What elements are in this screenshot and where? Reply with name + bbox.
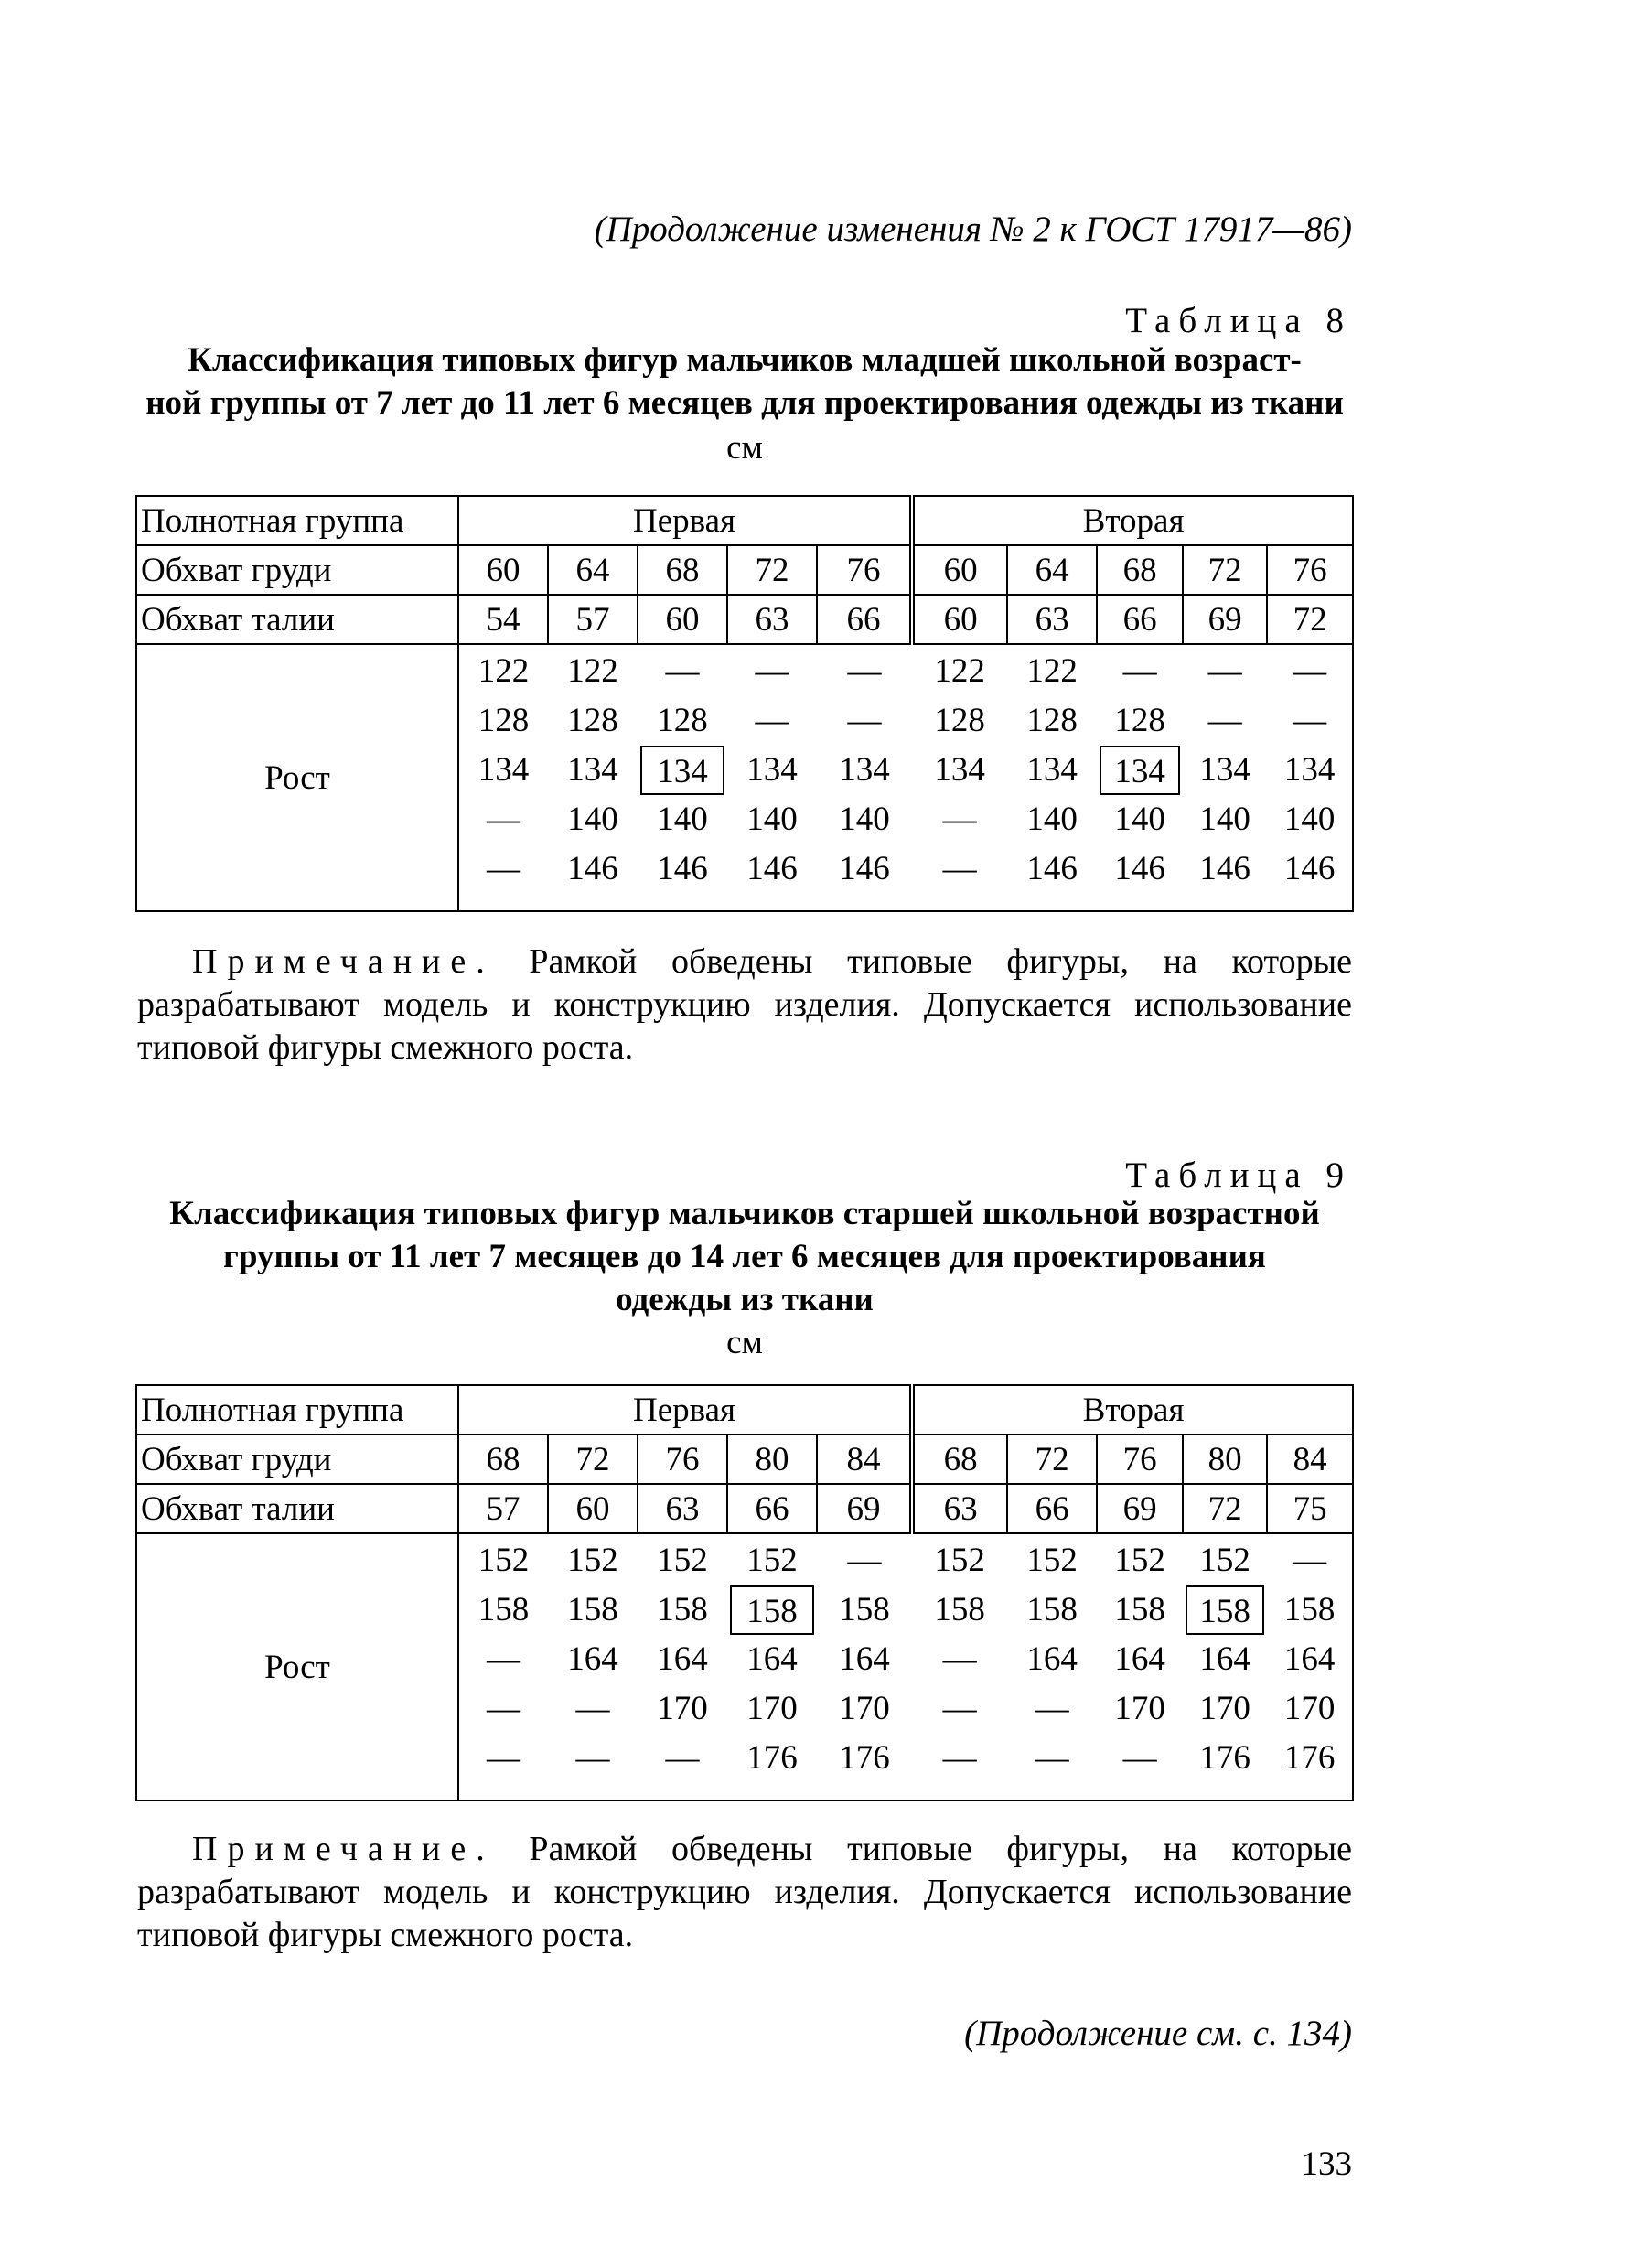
table9-height-col xyxy=(1267,1533,1353,1800)
height-value: 158 xyxy=(657,1591,708,1628)
table9-label: Таблица 9 xyxy=(1125,1155,1352,1195)
note-prefix: Примечание. xyxy=(192,942,495,981)
height-value: 140 xyxy=(657,801,708,838)
height-value: 146 xyxy=(746,850,798,887)
height-value: — xyxy=(665,1739,700,1777)
height-value: — xyxy=(847,702,882,739)
height-value: 164 xyxy=(567,1640,618,1678)
height-value: — xyxy=(942,1690,977,1727)
height-value: 146 xyxy=(839,850,890,887)
height-values xyxy=(912,645,1007,894)
table-cell: 60 xyxy=(458,545,548,595)
height-value: 140 xyxy=(839,801,890,838)
table-cell: 66 xyxy=(727,1484,817,1533)
table8-group-first: Первая xyxy=(458,496,912,545)
height-value: 134 xyxy=(567,751,618,789)
height-value: — xyxy=(942,801,977,838)
table8-title-line1: Классификация типовых фигур мальчиков младшей школьной возраст- xyxy=(188,341,1302,379)
note-prefix: Примечание. xyxy=(192,1830,495,1868)
height-value: 140 xyxy=(1283,801,1336,838)
table-cell: 66 xyxy=(1007,1484,1097,1533)
table-cell: 72 xyxy=(1267,595,1353,644)
table-cell: 76 xyxy=(1097,1435,1183,1484)
table9-height-col xyxy=(638,1533,727,1800)
height-value: 176 xyxy=(746,1739,798,1777)
table-cell: 63 xyxy=(912,1484,1007,1533)
continuation-footer: (Продолжение см. с. 134) xyxy=(964,2014,1352,2053)
height-value: 152 xyxy=(746,1542,798,1579)
height-value: — xyxy=(1035,1690,1069,1727)
height-value: 164 xyxy=(1114,1640,1165,1678)
height-value: 152 xyxy=(1026,1542,1078,1579)
height-values xyxy=(459,1534,548,1783)
table9-grid xyxy=(135,1384,1354,1801)
table9-title-line2: группы от 11 лет 7 месяцев до 14 лет 6 месяцев для проектирования xyxy=(223,1238,1266,1275)
height-value: 158 xyxy=(730,1585,814,1635)
height-value: 146 xyxy=(657,850,708,887)
height-values xyxy=(727,645,817,894)
table9-height-row xyxy=(136,1533,1353,1800)
height-value: — xyxy=(487,1739,520,1777)
height-value: 164 xyxy=(1283,1640,1336,1678)
height-value: — xyxy=(942,850,977,887)
height-value: 128 xyxy=(934,702,985,739)
table-cell: 68 xyxy=(458,1435,548,1484)
table8-height-col xyxy=(1267,644,1353,911)
height-value: 158 xyxy=(1026,1591,1078,1628)
height-value: 158 xyxy=(477,1591,530,1628)
table9-chest-row xyxy=(136,1435,1353,1484)
height-value: — xyxy=(575,1690,610,1727)
height-value: 158 xyxy=(934,1591,985,1628)
table-cell: 75 xyxy=(1267,1484,1353,1533)
height-value: 134 xyxy=(746,751,798,789)
table-cell: 68 xyxy=(912,1435,1007,1484)
height-value: 140 xyxy=(1114,801,1165,838)
height-value: 140 xyxy=(1199,801,1250,838)
table-cell: 57 xyxy=(458,1484,548,1533)
table8-chest-row xyxy=(136,545,1353,595)
table8-height-col xyxy=(638,644,727,911)
table9-waist-row xyxy=(136,1484,1353,1533)
table-cell: 60 xyxy=(912,545,1007,595)
height-values xyxy=(638,645,727,894)
continuation-header: (Продолжение изменения № 2 к ГОСТ 17917—86) xyxy=(594,210,1352,249)
table8-waist-label: Обхват талии xyxy=(136,595,458,644)
height-values xyxy=(1097,645,1183,894)
height-value: 164 xyxy=(1199,1640,1250,1678)
table8-height-col xyxy=(1097,644,1183,911)
height-value: 146 xyxy=(1114,850,1165,887)
table-cell: 64 xyxy=(548,545,638,595)
table8-title-line2: ной группы от 7 лет до 11 лет 6 месяцев для проектирования одежды из ткани xyxy=(145,384,1344,422)
height-value: — xyxy=(487,1640,520,1678)
table9-group-first: Первая xyxy=(458,1385,912,1435)
height-values xyxy=(1267,645,1352,894)
height-values xyxy=(912,1534,1007,1783)
table9-waist-label: Обхват талии xyxy=(136,1484,458,1533)
table-cell: 54 xyxy=(458,595,548,644)
height-value: 122 xyxy=(934,652,985,690)
height-value: — xyxy=(847,652,882,690)
height-value: 152 xyxy=(657,1542,708,1579)
height-value: 140 xyxy=(1026,801,1078,838)
table-cell: 69 xyxy=(1183,595,1267,644)
height-values xyxy=(1097,1534,1183,1783)
note-text: Рамкой обведены типовые фигуры, на которые разрабатывают модель и конструкцию изделия. Допускается использование типовой фигуры смежного роста. xyxy=(137,1830,1352,1954)
height-value: 158 xyxy=(567,1591,618,1628)
height-value: — xyxy=(487,801,520,838)
table9-chest-label: Обхват груди xyxy=(136,1435,458,1484)
table8-height-row xyxy=(136,644,1353,911)
height-value: 164 xyxy=(839,1640,890,1678)
table-cell: 63 xyxy=(638,1484,727,1533)
height-value: 176 xyxy=(1199,1739,1250,1777)
table-cell: 66 xyxy=(817,595,912,644)
height-value: — xyxy=(1293,652,1327,690)
height-value: 134 xyxy=(934,751,985,789)
height-value: 128 xyxy=(657,702,708,739)
table8-height-col xyxy=(727,644,817,911)
height-value: — xyxy=(942,1739,977,1777)
page-number: 133 xyxy=(1301,2145,1352,2183)
table8-grid xyxy=(135,495,1354,912)
height-value: 122 xyxy=(477,652,530,690)
height-value: — xyxy=(1207,702,1242,739)
table9-group-label: Полнотная группа xyxy=(136,1385,458,1435)
table-cell: 63 xyxy=(727,595,817,644)
table8-waist-row xyxy=(136,595,1353,644)
height-value: 164 xyxy=(746,1640,798,1678)
height-value: 164 xyxy=(1026,1640,1078,1678)
table8-note xyxy=(137,941,1352,1070)
height-value: 134 xyxy=(1199,751,1250,789)
height-value: 134 xyxy=(477,751,530,789)
table-cell: 63 xyxy=(1007,595,1097,644)
table-cell: 80 xyxy=(727,1435,817,1484)
height-value: — xyxy=(755,652,789,690)
table9-title-line1: Классификация типовых фигур мальчиков старшей школьной возрастной xyxy=(169,1195,1320,1232)
height-value: 170 xyxy=(1199,1690,1250,1727)
height-value: 158 xyxy=(1283,1591,1336,1628)
height-value: — xyxy=(487,850,520,887)
table9-height-col xyxy=(1183,1533,1267,1800)
height-values xyxy=(638,1534,727,1783)
table9-group-second: Вторая xyxy=(912,1385,1353,1435)
height-value: 152 xyxy=(1199,1542,1250,1579)
height-value: 134 xyxy=(640,746,724,795)
height-value: — xyxy=(1122,652,1157,690)
table9-title-line3: одежды из ткани xyxy=(616,1281,874,1318)
height-values xyxy=(817,1534,912,1783)
table-cell: 57 xyxy=(548,595,638,644)
height-value: 134 xyxy=(1283,751,1336,789)
table-cell: 69 xyxy=(1097,1484,1183,1533)
table9-height-col xyxy=(912,1533,1007,1800)
height-values xyxy=(1183,645,1267,894)
height-value: 128 xyxy=(1026,702,1078,739)
height-values xyxy=(727,1534,817,1783)
table-cell: 69 xyxy=(817,1484,912,1533)
table-cell: 68 xyxy=(1097,545,1183,595)
height-value: 170 xyxy=(1114,1690,1165,1727)
height-values xyxy=(1183,1534,1267,1783)
table9-height-col xyxy=(1097,1533,1183,1800)
height-value: 140 xyxy=(746,801,798,838)
height-value: 146 xyxy=(1199,850,1250,887)
height-values xyxy=(459,645,548,894)
table-cell: 76 xyxy=(817,545,912,595)
height-value: 152 xyxy=(1114,1542,1165,1579)
height-value: 152 xyxy=(934,1542,985,1579)
table8-unit: см xyxy=(726,429,763,467)
table9-note xyxy=(137,1828,1352,1957)
table-cell: 66 xyxy=(1097,595,1183,644)
table-cell: 72 xyxy=(727,545,817,595)
table8-label: Таблица 8 xyxy=(1125,301,1352,340)
height-value: 164 xyxy=(657,1640,708,1678)
height-value: 134 xyxy=(1100,746,1180,795)
height-value: — xyxy=(1035,1739,1069,1777)
height-value: 134 xyxy=(839,751,890,789)
height-value: 146 xyxy=(1026,850,1078,887)
table8-height-col xyxy=(1183,644,1267,911)
table9-height-col xyxy=(727,1533,817,1800)
table8-height-col xyxy=(817,644,912,911)
table8-height-label: Рост xyxy=(136,644,458,911)
table-cell: 68 xyxy=(638,545,727,595)
height-value: — xyxy=(847,1542,882,1579)
table-cell: 76 xyxy=(1267,545,1353,595)
height-value: — xyxy=(665,652,700,690)
height-value: 122 xyxy=(1026,652,1078,690)
height-value: 158 xyxy=(839,1591,890,1628)
table-cell: 60 xyxy=(912,595,1007,644)
height-value: 176 xyxy=(839,1739,890,1777)
table-cell: 64 xyxy=(1007,545,1097,595)
height-value: 140 xyxy=(567,801,618,838)
height-values xyxy=(1267,1534,1352,1783)
height-value: 170 xyxy=(1283,1690,1336,1727)
height-value: 158 xyxy=(1186,1585,1264,1635)
height-value: 134 xyxy=(1026,751,1078,789)
table8-height-col xyxy=(458,644,548,911)
height-value: — xyxy=(1207,652,1242,690)
table9-title xyxy=(137,1192,1352,1321)
table-cell: 72 xyxy=(1183,1484,1267,1533)
table8-height-col xyxy=(912,644,1007,911)
height-values xyxy=(1007,1534,1097,1783)
table-cell: 72 xyxy=(548,1435,638,1484)
height-value: 170 xyxy=(839,1690,890,1727)
table8-group-second: Вторая xyxy=(912,496,1353,545)
height-value: — xyxy=(942,1640,977,1678)
table-cell: 84 xyxy=(817,1435,912,1484)
height-value: 146 xyxy=(1283,850,1336,887)
height-values xyxy=(1007,645,1097,894)
height-value: 152 xyxy=(477,1542,530,1579)
height-values xyxy=(548,1534,638,1783)
height-values xyxy=(817,645,912,894)
table-cell: 72 xyxy=(1183,545,1267,595)
height-value: 128 xyxy=(1114,702,1165,739)
height-value: 170 xyxy=(746,1690,798,1727)
height-value: — xyxy=(755,702,789,739)
table8-height-col xyxy=(548,644,638,911)
table9-height-col xyxy=(1007,1533,1097,1800)
table-cell: 60 xyxy=(548,1484,638,1533)
height-value: 176 xyxy=(1283,1739,1336,1777)
table-cell: 76 xyxy=(638,1435,727,1484)
table9-height-col xyxy=(458,1533,548,1800)
table9-height-label: Рост xyxy=(136,1533,458,1800)
table8-title xyxy=(137,339,1352,425)
table9-height-col xyxy=(817,1533,912,1800)
table8-chest-label: Обхват груди xyxy=(136,545,458,595)
height-value: 152 xyxy=(567,1542,618,1579)
height-value: 146 xyxy=(567,850,618,887)
height-value: — xyxy=(487,1690,520,1727)
table-cell: 84 xyxy=(1267,1435,1353,1484)
height-value: — xyxy=(1293,702,1327,739)
table9-height-col xyxy=(548,1533,638,1800)
note-text: Рамкой обведены типовые фигуры, на которые разрабатывают модель и конструкцию изделия. Допускается использование типовой фигуры смежного роста. xyxy=(137,942,1352,1067)
height-value: 122 xyxy=(567,652,618,690)
table8-group-label: Полнотная группа xyxy=(136,496,458,545)
height-value: 170 xyxy=(657,1690,708,1727)
table9-unit: см xyxy=(726,1324,763,1361)
height-value: — xyxy=(1293,1542,1327,1579)
height-value: 128 xyxy=(567,702,618,739)
table8-height-col xyxy=(1007,644,1097,911)
table-cell: 60 xyxy=(638,595,727,644)
height-value: — xyxy=(1122,1739,1157,1777)
height-value: 158 xyxy=(1114,1591,1165,1628)
height-values xyxy=(548,645,638,894)
table-cell: 80 xyxy=(1183,1435,1267,1484)
table-cell: 72 xyxy=(1007,1435,1097,1484)
height-value: — xyxy=(575,1739,610,1777)
height-value: 128 xyxy=(477,702,530,739)
